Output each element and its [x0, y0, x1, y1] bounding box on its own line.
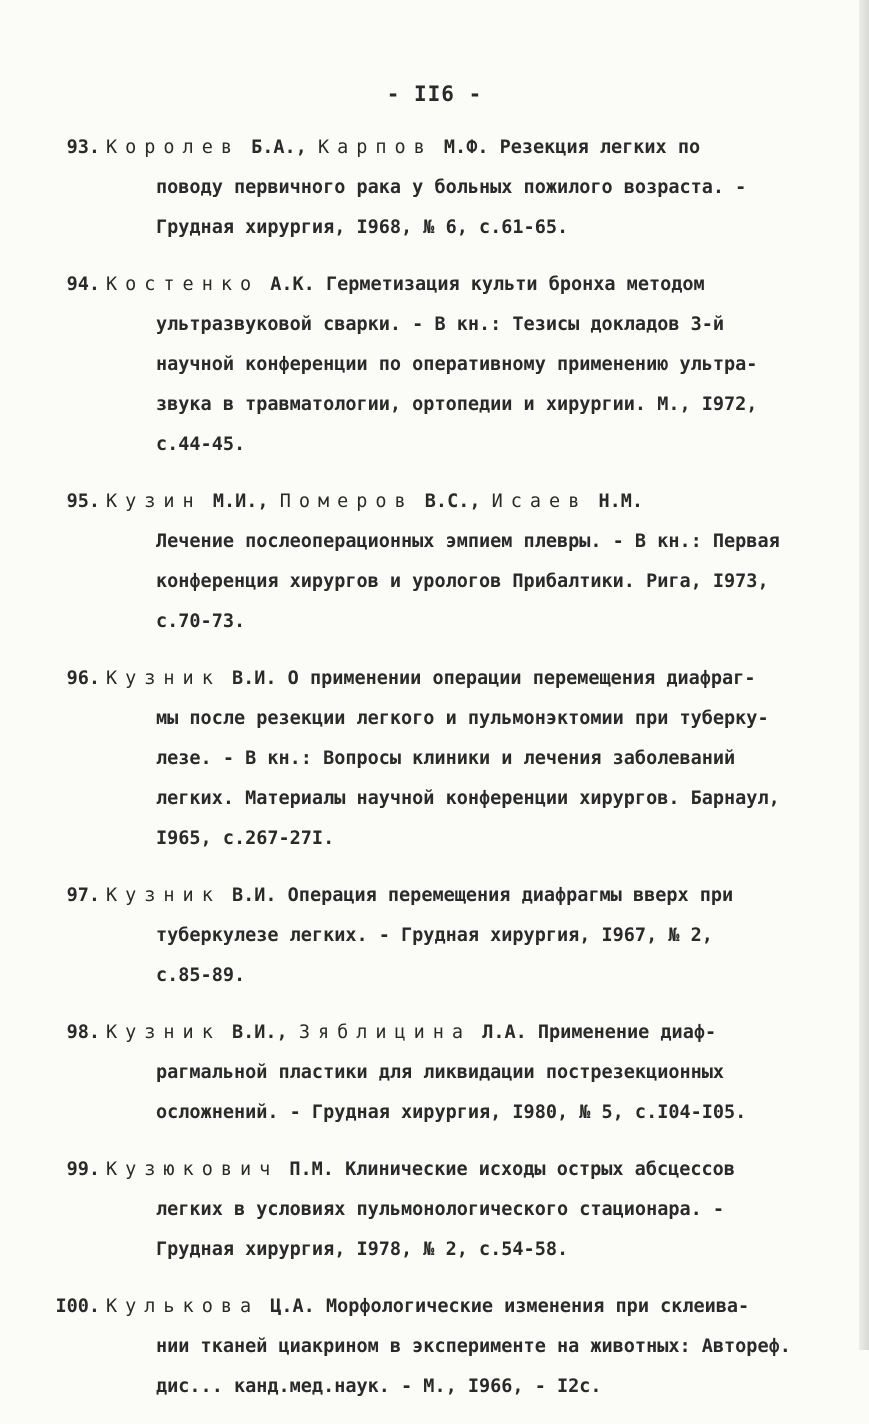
- reference-text: О применении операции перемещения диафраг-: [276, 668, 756, 689]
- reference-number: 94.: [66, 274, 100, 295]
- reference-list: [0, 128, 869, 1424]
- author-name: Королев: [106, 137, 240, 158]
- page-number: - II6 -: [386, 82, 483, 106]
- reference-text: Герметизация культи бронха методом: [314, 274, 705, 295]
- reference-line: I965, с.267-27I.: [156, 828, 335, 849]
- reference-item: [0, 265, 869, 465]
- author-initials: В.И.: [231, 885, 277, 906]
- reference-line: с.44-45.: [156, 434, 246, 455]
- reference-line: ультразвуковой сварки. - В кн.: Тезисы докладов 3-й: [156, 314, 725, 335]
- author-initials: М.Ф.: [443, 137, 489, 158]
- reference-line: Грудная хирургия, I978, № 2, с.54-58.: [156, 1239, 569, 1260]
- reference-item: [0, 482, 869, 642]
- author-initials: М.И.,: [212, 491, 269, 512]
- reference-line: [0, 482, 869, 522]
- author-initials: А.К.: [270, 274, 315, 295]
- reference-line: осложнений. - Грудная хирургия, I980, № 5, с.I04-I05.: [156, 1102, 747, 1123]
- reference-line: лезе. - В кн.: Вопросы клиники и лечения заболеваний: [156, 748, 736, 769]
- reference-line: [0, 1013, 869, 1053]
- reference-line: дис... канд.мед.наук. - М., I966, - I2с.: [156, 1376, 602, 1397]
- reference-text: Клинические исходы острых абсцессов: [333, 1159, 735, 1180]
- author-name: Исаев: [491, 491, 588, 512]
- reference-item: [0, 876, 869, 996]
- reference-line: конференция хирургов и урологов Прибалтики. Рига, I973,: [156, 571, 769, 592]
- reference-text: Резекция легких по: [488, 137, 701, 158]
- reference-line: нии тканей циакрином в эксперименте на животных: Автореф.: [156, 1336, 791, 1357]
- reference-text: Операция перемещения диафрагмы вверх при: [276, 885, 734, 906]
- author-name: Кузник: [106, 1022, 221, 1043]
- reference-text: Морфологические изменения при склеива-: [314, 1296, 750, 1317]
- reference-number: 97.: [66, 885, 100, 906]
- reference-number: 95.: [66, 491, 100, 512]
- reference-line: поводу первичного рака у больных пожилого возраста. -: [156, 177, 747, 198]
- author-name: Кузин: [106, 491, 202, 512]
- reference-line: легких в условиях пульмонологического стационара. -: [156, 1199, 725, 1220]
- reference-line: Грудная хирургия, I968, № 6, с.61-65.: [156, 217, 569, 238]
- reference-item: [0, 128, 869, 248]
- reference-line: Лечение послеоперационных эмпием плевры. - В кн.: Первая: [156, 531, 780, 552]
- reference-number: 99.: [66, 1159, 100, 1180]
- reference-line: [0, 128, 869, 168]
- author-name: Кулькова: [106, 1296, 260, 1317]
- reference-item: [0, 1150, 869, 1270]
- reference-item: [0, 659, 869, 859]
- author-initials: В.И.,: [231, 1022, 288, 1043]
- author-initials: П.М.: [289, 1159, 334, 1180]
- reference-line: туберкулезе легких. - Грудная хирургия, I967, № 2,: [156, 925, 713, 946]
- author-name: Карпов: [317, 137, 433, 158]
- reference-line: [0, 265, 869, 305]
- reference-line: с.70-73.: [156, 611, 246, 632]
- author-initials: В.С.,: [424, 491, 481, 512]
- author-name: Кузюкович: [106, 1159, 279, 1180]
- reference-number: 93.: [66, 137, 100, 158]
- author-name: Померов: [279, 491, 414, 512]
- reference-item: [0, 1287, 869, 1407]
- reference-number: I00.: [55, 1296, 100, 1317]
- reference-line: [0, 659, 869, 699]
- author-name: Зяблицина: [298, 1022, 472, 1043]
- reference-line: [0, 1150, 869, 1190]
- reference-number: 96.: [66, 668, 100, 689]
- reference-item: [0, 1013, 869, 1133]
- reference-line: [0, 1287, 869, 1327]
- author-initials: В.И.: [231, 668, 277, 689]
- reference-line: мы после резекции легкого и пульмонэктомии при туберку-: [156, 708, 769, 729]
- reference-line: [0, 876, 869, 916]
- author-initials: Ц.А.: [270, 1296, 315, 1317]
- author-name: Кузник: [106, 885, 221, 906]
- author-initials: Л.А.: [482, 1022, 527, 1043]
- reference-line: звука в травматологии, ортопедии и хирургии. М., I972,: [156, 394, 758, 415]
- reference-line: легких. Материалы научной конференции хирургов. Барнаул,: [156, 788, 780, 809]
- reference-text: Применение диаф-: [526, 1022, 717, 1043]
- reference-line: рагмальной пластики для ликвидации пострезекционных: [156, 1062, 725, 1083]
- author-name: Кузник: [106, 668, 221, 689]
- author-name: Костенко: [106, 274, 260, 295]
- reference-line: с.85-89.: [156, 965, 246, 986]
- reference-number: 98.: [66, 1022, 100, 1043]
- reference-line: научной конференции по оперативному применению ультра-: [156, 354, 758, 375]
- author-initials: Б.А.,: [251, 137, 307, 158]
- author-initials: Н.М.: [598, 491, 644, 512]
